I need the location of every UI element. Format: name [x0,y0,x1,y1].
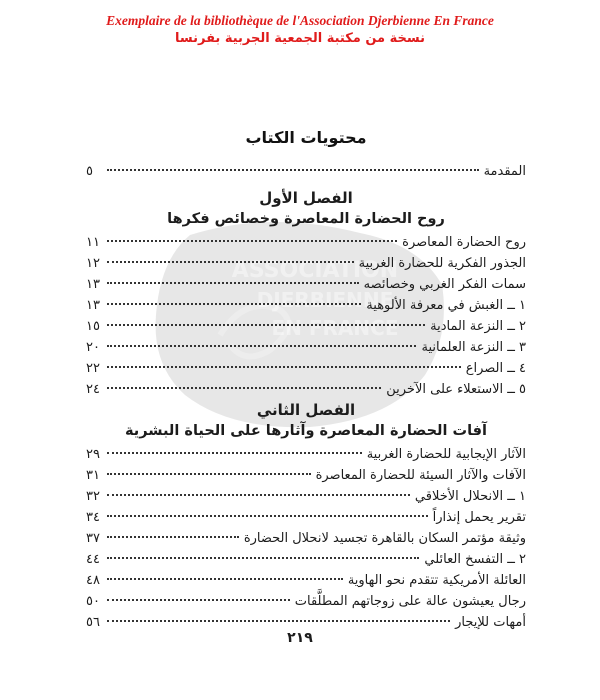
dot-leader [107,366,461,368]
dot-leader [107,494,410,496]
entry-page: ٣١ [86,468,100,483]
entry-title: المقدمة [483,164,526,179]
chapter-2-heading: الفصل الثاني [256,401,356,419]
dot-leader [107,345,416,347]
dot-leader [107,536,239,538]
entry-page: ١٣ [86,298,100,313]
toc-entry[interactable] [86,486,526,507]
entry-page: ٢٤ [86,382,100,397]
entry-title: تقرير يحمل إنذاراً [432,510,526,525]
entry-page: ١٥ [86,319,100,334]
dot-leader [107,169,479,171]
dot-leader [107,578,343,580]
toc-entry[interactable] [86,528,526,549]
table-of-contents [86,128,526,633]
entry-page: ٣٤ [86,510,100,525]
toc-entry[interactable] [86,232,526,253]
dot-leader [107,303,361,305]
entry-title: روح الحضارة المعاصرة [402,235,526,250]
entry-page: ٥٦ [86,615,100,630]
toc-entry[interactable] [86,549,526,570]
entry-title: سمات الفكر الغربي وخصائصه [363,277,526,292]
entry-title: ١ ــ الانحلال الأخلاقي [414,489,526,504]
entry-page: ١٢ [86,256,100,271]
entry-page: ٣٢ [86,489,100,504]
entry-title: وثيقة مؤتمر السكان بالقاهرة تجسيد لانحلال الحضارة [243,531,526,546]
library-stamp [0,12,600,48]
entry-title: ٣ ــ النزعة العلمانية [421,340,526,355]
toc-entry[interactable] [86,444,526,465]
dot-leader [107,515,428,517]
dot-leader [107,240,397,242]
entry-title: ٥ ــ الاستعلاء على الآخرين [386,382,526,397]
dot-leader [107,557,419,559]
entry-title: العائلة الأمريكية تتقدم نحو الهاوية [347,573,526,588]
entry-page: ٢٢ [86,361,100,376]
toc-entry[interactable] [86,507,526,528]
page-number: ٢١٩ [287,630,313,646]
entry-title: ٢ ــ النزعة المادية [430,319,526,334]
entry-page: ٥٠ [86,594,100,609]
dot-leader [107,261,354,263]
entry-title: ٤ ــ الصراع [465,361,526,376]
entry-page: ٥ [86,164,93,179]
watermark-line-1: ASSOCIATION [231,258,399,283]
dot-leader [107,324,425,326]
dot-leader [107,599,290,601]
entry-title: الآفات والآثار السيئة للحضارة المعاصرة [315,468,526,483]
dot-leader [107,473,311,475]
entry-page: ٣٧ [86,531,100,546]
entry-page: ١١ [86,235,100,250]
toc-entry[interactable] [86,591,526,612]
toc-entry[interactable] [86,465,526,486]
entry-page: ١٣ [86,277,100,292]
toc-entry[interactable] [86,379,526,400]
entry-page: ٢٠ [86,340,100,355]
library-stamp-arabic: نسخة من مكتبة الجمعية الجربية بفرنسا [175,31,425,46]
entry-page: ٤٨ [86,573,100,588]
dot-leader [107,452,362,454]
entry-page: ٢٩ [86,447,100,462]
toc-entry-intro[interactable] [86,161,526,182]
dot-leader [107,620,450,622]
toc-entry[interactable] [86,274,526,295]
entry-title: أمهات للإيجار [455,615,526,630]
entry-page: ٤٤ [86,552,100,567]
toc-title: محتويات الكتاب [245,128,367,147]
chapter-2-subtitle: آفات الحضارة المعاصرة وآثارها على الحياة البشرية [125,423,487,439]
toc-entry[interactable] [86,570,526,591]
chapter-1-heading: الفصل الأول [259,189,353,207]
toc-entry[interactable] [86,253,526,274]
entry-title: رجال يعيشون عالة على زوجاتهم المطلَّقات [294,594,526,609]
toc-entry[interactable] [86,295,526,316]
toc-entry[interactable] [86,358,526,379]
watermark-line-3: EN FRANCE [271,316,399,340]
dot-leader [107,387,381,389]
library-stamp-french: Exemplaire de la bibliothèque de l'Association Djerbienne En France [106,13,494,28]
entry-title: ١ ــ الغبش في معرفة الألوهية [366,298,526,313]
toc-entry[interactable] [86,316,526,337]
watermark-line-2: DJERBIENNE [256,288,394,312]
entry-title: الآثار الإيجابية للحضارة الغربية [366,447,526,462]
toc-entry[interactable] [86,337,526,358]
entry-title: ٢ ــ التفسخ العائلي [424,552,526,567]
dot-leader [107,282,359,284]
entry-title: الجذور الفكرية للحضارة الغربية [358,256,526,271]
chapter-1-subtitle: روح الحضارة المعاصرة وخصائص فكرها [167,211,445,227]
